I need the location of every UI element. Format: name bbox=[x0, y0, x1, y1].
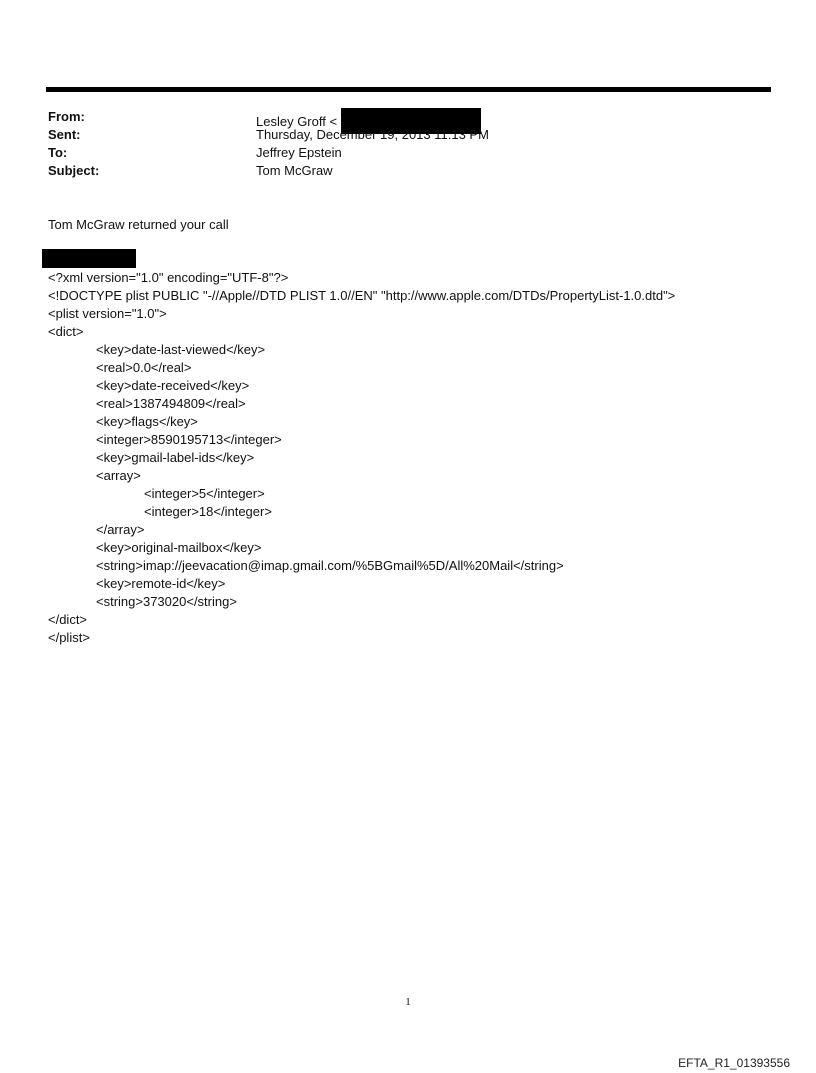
redaction-bar bbox=[42, 249, 136, 268]
xml-line: <key>original-mailbox</key> bbox=[96, 540, 262, 555]
sent-label: Sent: bbox=[48, 127, 81, 142]
xml-line: </plist> bbox=[48, 630, 90, 645]
xml-line: <integer>18</integer> bbox=[144, 504, 272, 519]
xml-line: <string>imap://jeevacation@imap.gmail.com/%5BGmail%5D/All%20Mail</string> bbox=[96, 558, 564, 573]
xml-line: <key>date-received</key> bbox=[96, 378, 250, 393]
xml-line: </dict> bbox=[48, 612, 88, 627]
xml-line: <integer>8590195713</integer> bbox=[96, 432, 282, 447]
xml-line: <key>flags</key> bbox=[96, 414, 198, 429]
xml-line: <real>0.0</real> bbox=[96, 360, 192, 375]
subject-value: Tom McGraw bbox=[256, 163, 333, 178]
xml-line: <plist version="1.0"> bbox=[48, 306, 167, 321]
sent-value: Thursday, December 19, 2013 11:13 PM bbox=[256, 127, 489, 142]
subject-label: Subject: bbox=[48, 163, 100, 178]
xml-line: <real>1387494809</real> bbox=[96, 396, 246, 411]
from-label: From: bbox=[48, 109, 85, 124]
xml-line: <string>373020</string> bbox=[96, 594, 237, 609]
xml-line: <key>date-last-viewed</key> bbox=[96, 342, 266, 357]
xml-line: <key>gmail-label-ids</key> bbox=[96, 450, 255, 465]
xml-plist bbox=[48, 269, 675, 647]
to-value: Jeffrey Epstein bbox=[256, 145, 342, 160]
from-name: Lesley Groff < bbox=[256, 114, 338, 129]
document-id: EFTA_R1_01393556 bbox=[678, 1056, 790, 1070]
xml-line: </array> bbox=[96, 522, 145, 537]
xml-line: <array> bbox=[96, 468, 141, 483]
email-body: Tom McGraw returned your call bbox=[48, 217, 229, 232]
xml-line: <!DOCTYPE plist PUBLIC "-//Apple//DTD PLIST 1.0//EN" "http://www.apple.com/DTDs/PropertyList-1.0.dtd"> bbox=[48, 288, 676, 303]
xml-line: <?xml version="1.0" encoding="UTF-8"?> bbox=[48, 270, 289, 285]
page-number: 1 bbox=[405, 996, 411, 1008]
xml-line: <dict> bbox=[48, 324, 84, 339]
xml-line: <integer>5</integer> bbox=[144, 486, 265, 501]
header-rule bbox=[46, 87, 771, 92]
to-label: To: bbox=[48, 145, 68, 160]
xml-line: <key>remote-id</key> bbox=[96, 576, 226, 591]
